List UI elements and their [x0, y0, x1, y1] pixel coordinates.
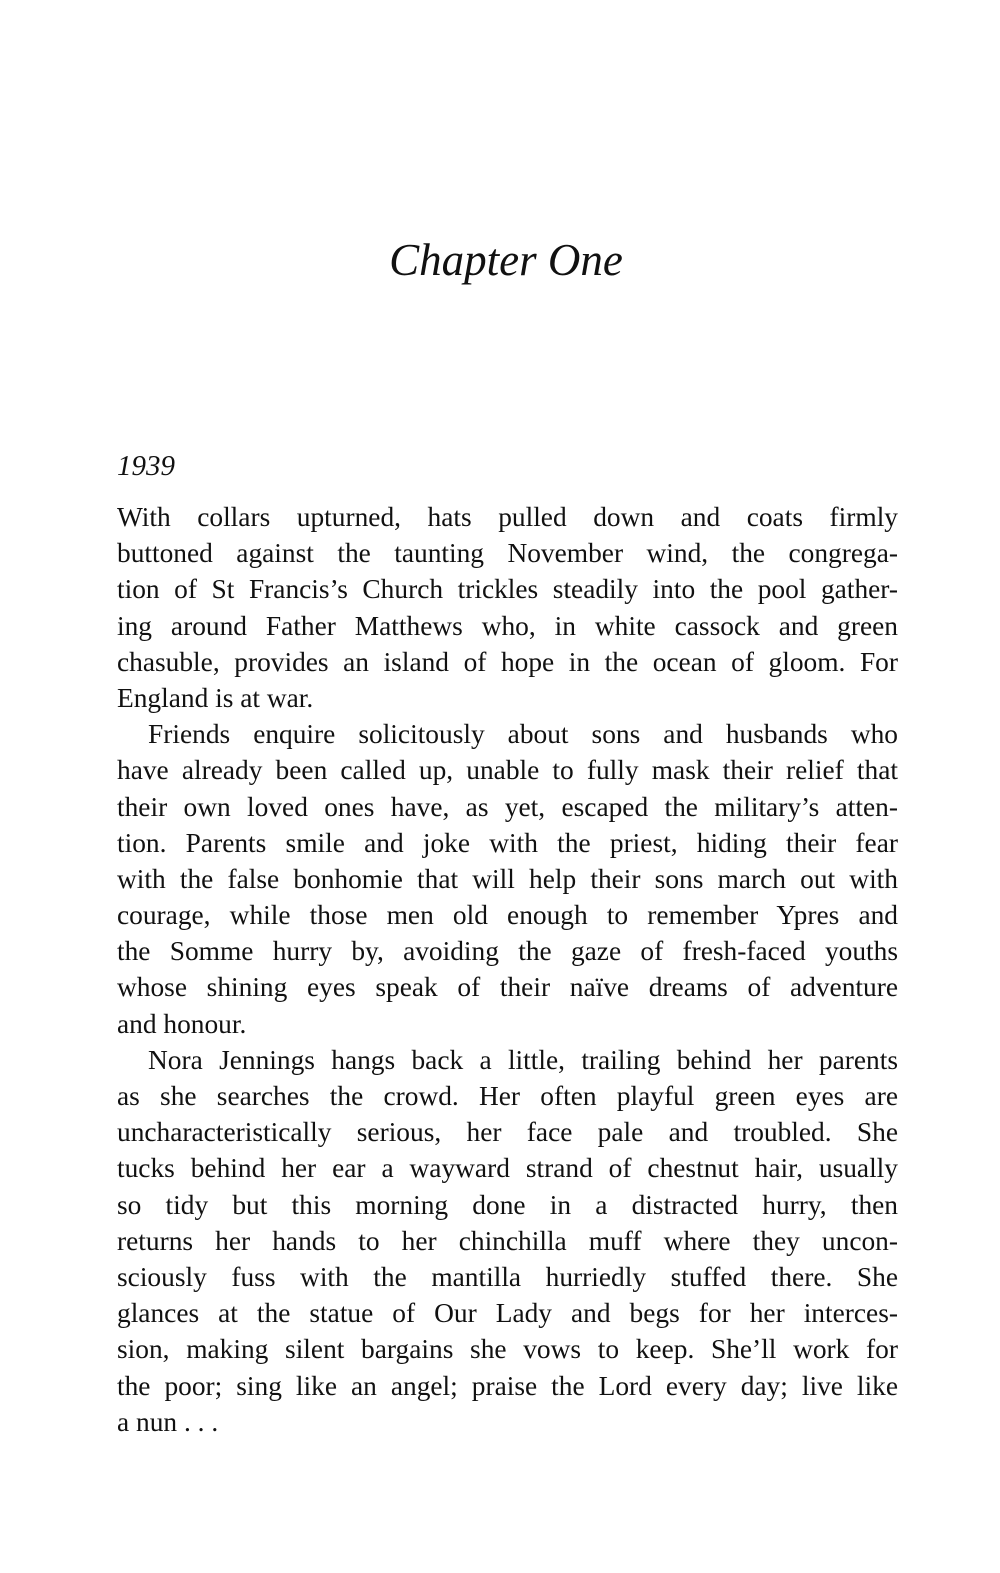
chapter-title: Chapter One — [389, 235, 623, 285]
text-line: tion of St Francis’s Church trickles steadily into the pool gather- — [117, 574, 898, 605]
text-line: With collars upturned, hats pulled down and coats firmly — [117, 502, 898, 532]
text-line: and honour. — [117, 1008, 247, 1039]
text-line: glances at the statue of Our Lady and begs for her interces- — [117, 1298, 898, 1329]
section-year: 1939 — [117, 450, 175, 482]
text-line: England is at war. — [117, 682, 314, 713]
text-line: ing around Father Matthews who, in white cassock and green — [117, 610, 898, 641]
text-line: the poor; sing like an angel; praise the Lord every day; live like — [117, 1370, 898, 1401]
text-line: sion, making silent bargains she vows to keep. She’ll work for — [117, 1334, 898, 1365]
text-line: Friends enquire solicitously about sons and husbands who — [148, 719, 898, 750]
text-line: tion. Parents smile and joke with the priest, hiding their fear — [117, 827, 898, 858]
text-line: tucks behind her ear a wayward strand of chestnut hair, usually — [117, 1153, 898, 1184]
text-line: returns her hands to her chinchilla muff where they uncon- — [117, 1225, 898, 1256]
text-line: a nun . . . — [117, 1406, 219, 1437]
text-line: the Somme hurry by, avoiding the gaze of fresh-faced youths — [117, 936, 898, 967]
text-line: buttoned against the taunting November wind, the congrega- — [117, 538, 898, 569]
text-line: whose shining eyes speak of their naïve dreams of adventure — [117, 972, 898, 1003]
text-line: Nora Jennings hangs back a little, trailing behind her parents — [148, 1044, 898, 1075]
text-line: their own loved ones have, as yet, escaped the military’s atten- — [117, 791, 898, 822]
text-line: so tidy but this morning done in a distracted hurry, then — [117, 1189, 898, 1220]
text-line: courage, while those men old enough to remember Ypres and — [117, 900, 898, 931]
text-line: uncharacteristically serious, her face pale and troubled. She — [117, 1117, 898, 1148]
text-line: have already been called up, unable to fully mask their relief that — [117, 755, 898, 786]
body-text — [117, 499, 898, 1440]
text-line: with the false bonhomie that will help their sons march out with — [117, 863, 898, 894]
text-line: sciously fuss with the mantilla hurriedly stuffed there. She — [117, 1261, 898, 1292]
text-line: chasuble, provides an island of hope in the ocean of gloom. For — [117, 646, 898, 677]
text-line: as she searches the crowd. Her often playful green eyes are — [117, 1081, 898, 1111]
